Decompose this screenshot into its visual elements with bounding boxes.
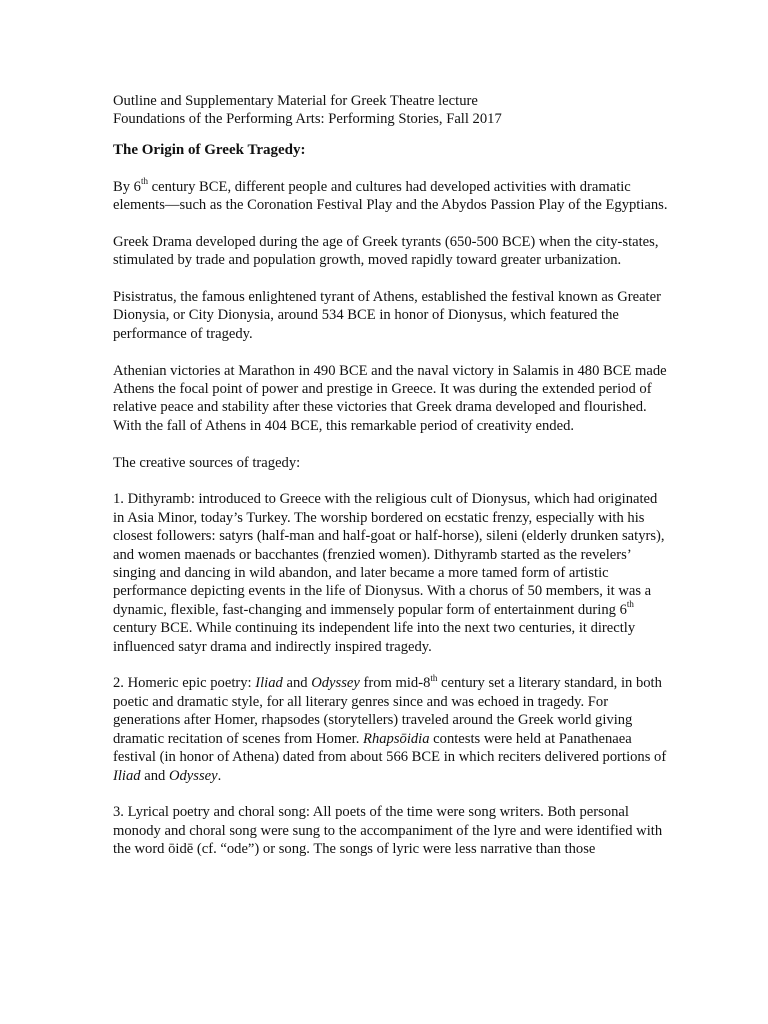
p7-text-c: century set a literary standard, in both poetic and dramatic style, for all literary genres since and was echoed in tragedy. For generations after Homer, rhapsodes (storytellers) traveled around the Greek world giving dramatic recitation of scenes from Homer. xyxy=(113,675,662,747)
paragraph-4: Athenian victories at Marathon in 490 BCE and the naval victory in Salamis in 480 BCE made Athens the focal point of power and prestige in Greece. It was during the extended period of relative peace and stability after these victories that Greek drama developed and flourished. With the fall of Athens in 404 BCE, this remarkable period of creativity ended. xyxy=(113,362,667,434)
p7-iliad-2: Iliad xyxy=(113,767,141,784)
paragraph-2: Greek Drama developed during the age of Greek tyrants (650-500 BCE) when the city-states, stimulated by trade and population growth, moved rapidly toward greater urbanization. xyxy=(113,233,659,269)
paragraph-6 xyxy=(113,490,668,656)
header-line-2: Foundations of the Performing Arts: Performing Stories, Fall 2017 xyxy=(113,111,502,128)
p7-and-2: and xyxy=(140,767,169,784)
p7-odyssey-2: Odyssey xyxy=(168,767,218,784)
paragraph-8: 3. Lyrical poetry and choral song: All poets of the time were song writers. Both personal monody and choral song were sung to the accompaniment of the lyre and were identified with the word ōidē (cf. “ode”) or song. The songs of lyric were less narrative than those xyxy=(113,804,663,858)
p7-odyssey: Odyssey xyxy=(311,675,360,692)
section-title: The Origin of Greek Tragedy: xyxy=(113,141,306,158)
p7-and-1: and xyxy=(282,675,312,692)
p1-text-a: By 6 xyxy=(113,178,141,195)
p6-text-a: 1. Dithyramb: introduced to Greece with the religious cult of Dionysus, which had originated in Asia Minor, today’s Turkey. The worship bordered on ecstatic frenzy, especially with his closest followers: satyrs (half-man and half-goat or half-horse), sileni (elderly drunken satyrs), and women maenads or bacchantes (frenzied women). Dithyramb started as the revelers’ singing and dancing in wild abandon, and later became a more tamed form of artistic performance depicting events in the life of Dionysus. With a chorus of 50 members, it was a dynamic, flexible, fast-changing and immensely popular form of entertainment during 6 xyxy=(113,491,665,618)
header-line-1: Outline and Supplementary Material for Greek Theatre lecture xyxy=(113,93,478,109)
p7-superscript: th xyxy=(430,672,438,683)
p7-text-b: from mid-8 xyxy=(359,675,431,692)
p7-text-d: contests were held at Panathenaea festival (in honor of Athena) dated from about 566 BCE in which reciters delivered portions of xyxy=(113,730,667,766)
spacer xyxy=(113,159,668,177)
paragraph-3: Pisistratus, the famous enlightened tyrant of Athens, established the festival known as Greater Dionysia, or City Dionysia, around 534 BCE in honor of Dionysus, which featured the performance of tragedy. xyxy=(113,289,661,342)
spacer xyxy=(113,472,668,490)
p7-text-e: . xyxy=(217,767,222,784)
spacer xyxy=(113,435,668,453)
p6-text-b: century BCE. While continuing its independent life into the next two centuries, it directly influenced satyr drama and indirectly inspired tragedy. xyxy=(113,620,636,655)
spacer xyxy=(113,270,668,288)
p1-text-b: century BCE, different people and cultures had developed activities with dramatic elements—such as the Coronation Festival Play and the Abydos Passion Play of the Egyptians. xyxy=(113,178,668,214)
spacer xyxy=(113,343,668,361)
paragraph-7 xyxy=(113,674,668,784)
p7-iliad: Iliad xyxy=(255,675,283,692)
p1-superscript: th xyxy=(140,175,148,186)
spacer xyxy=(113,656,668,674)
paragraph-5: The creative sources of tragedy: xyxy=(113,454,301,471)
spacer xyxy=(113,785,668,803)
spacer xyxy=(113,214,668,232)
p7-text-a: 2. Homeric epic poetry: xyxy=(113,675,256,692)
p7-rhapsoidia: Rhapsōidia xyxy=(363,730,430,747)
paragraph-1 xyxy=(113,175,668,215)
p6-superscript: th xyxy=(626,599,634,610)
